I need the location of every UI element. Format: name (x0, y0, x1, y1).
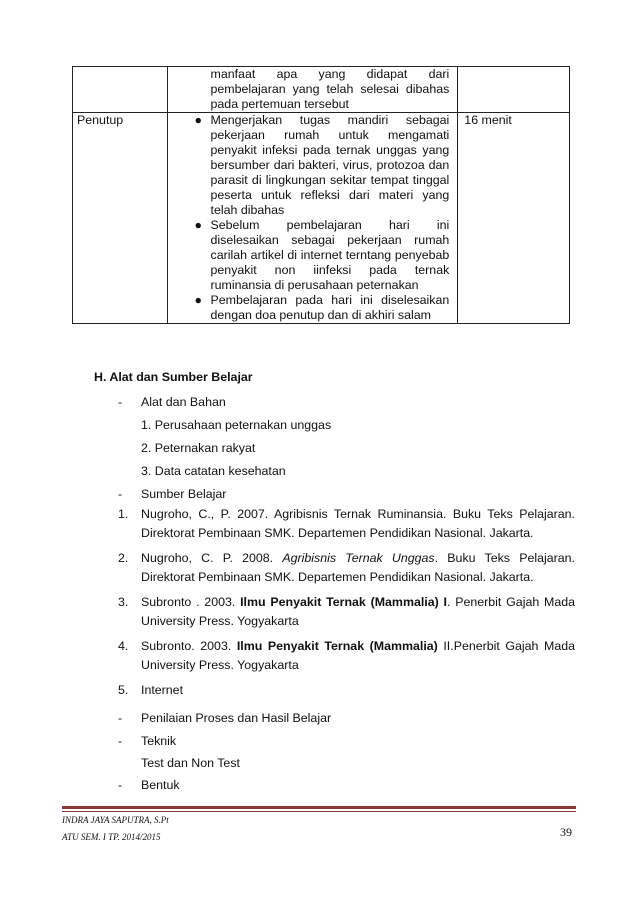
activity-bullet (168, 293, 458, 323)
table-cell-stage (73, 67, 168, 113)
activity-bullet (168, 218, 458, 293)
lesson-activity-table (72, 66, 570, 324)
ref-number: 4. (118, 639, 129, 653)
ref-text: Internet (141, 683, 184, 697)
dash-marker: - (118, 734, 123, 748)
reference-entry (141, 549, 575, 587)
page-number: 39 (560, 825, 572, 839)
ref-text: . Penerbit Gajah Mada University Press. Yogyakarta (141, 595, 576, 628)
section-heading: H. Alat dan Sumber Belajar (94, 370, 253, 384)
ref-title: Agribisnis Ternak Unggas (282, 551, 435, 565)
footer-rule (62, 806, 576, 809)
bullet-icon: ● (194, 113, 202, 127)
ref-text: II.Penerbit Gajah Mada University Press. Yogyakarta (141, 639, 575, 672)
bentuk-label: Bentuk (141, 778, 180, 792)
teknik-value: Test dan Non Test (141, 756, 240, 770)
table-cell-time: 16 menit (458, 113, 570, 324)
ref-title: Ilmu Penyakit Ternak (Mammalia) (236, 639, 438, 653)
reference-entry (141, 637, 575, 675)
reference-entry (141, 681, 575, 700)
alat-item: 2. Peternakan rakyat (141, 441, 256, 455)
dash-marker: - (118, 778, 123, 792)
footer-rule-thin (62, 811, 576, 812)
table-cell-time (458, 67, 570, 113)
dash-marker: - (118, 487, 123, 501)
table-row (73, 67, 570, 113)
sumber-label: Sumber Belajar (141, 487, 227, 501)
text-line: pada pertemuan tersebut (210, 97, 349, 111)
alat-item: 3. Data catatan kesehatan (141, 464, 286, 478)
reference-entry (141, 593, 575, 631)
penilaian-label: Penilaian Proses dan Hasil Belajar (141, 711, 332, 725)
text-line: manfaat apa yang didapat dari (210, 67, 450, 81)
alat-item: 1. Perusahaan peternakan unggas (141, 418, 332, 432)
dash-marker: - (118, 395, 123, 409)
bullet-icon: ● (194, 218, 202, 232)
ref-text: Nugroho, C. P. 2008. (141, 551, 283, 565)
text-line: pembelajaran yang telah selesai dibahas (210, 82, 450, 96)
teknik-label: Teknik (141, 734, 177, 748)
reference-entry (141, 505, 575, 543)
footer-institution: ATU SEM. I TP. 2014/2015 (62, 832, 161, 842)
ref-text: . Buku Teks Pelajaran. Direktorat Pembinaan SMK. Departemen Pendidikan Nasional. Jakarta. (141, 551, 576, 584)
ref-text: Subronto . 2003. (141, 595, 241, 609)
footer-author: INDRA JAYA SAPUTRA, S.Pt (62, 815, 169, 825)
activity-bullet (168, 113, 458, 218)
table-cell-stage: Penutup (73, 113, 168, 324)
ref-number: 2. (118, 551, 129, 565)
alat-label: Alat dan Bahan (141, 395, 226, 409)
table-cell-activity (167, 113, 458, 324)
ref-number: 3. (118, 595, 129, 609)
bullet-icon: ● (194, 293, 202, 307)
bullet-text: Pembelajaran pada hari ini diselesaikan dengan doa penutup dan di akhiri salam (210, 293, 450, 322)
ref-title: Ilmu Penyakit Ternak (Mammalia) I (240, 595, 447, 609)
bullet-text: Mengerjakan tugas mandiri sebagai pekerjaan rumah untuk mengamati penyakit infeksi pada ternak unggas yang bersumber dari bakteri, virus, protozoa dan parasit di lingkungan sekitar tempat tinggal peserta untuk refleksi dari materi yang telah dibahas (210, 113, 450, 217)
bullet-text: Sebelum pembelajaran hari ini diselesaikan sebagai pekerjaan rumah carilah artikel di internet terntang penyebab penyakit non iinfeksi pada ternak ruminansia di perusahaan peternakan (210, 218, 450, 292)
ref-number: 1. (118, 507, 129, 521)
ref-number: 5. (118, 683, 129, 697)
dash-marker: - (118, 711, 123, 725)
ref-text: Subronto. 2003. (141, 639, 237, 653)
activity-continuation (168, 67, 458, 112)
ref-text: Nugroho, C., P. 2007. Agribisnis Ternak Ruminansia. Buku Teks Pelajaran. Direktorat Pembinaan SMK. Departemen Pendidikan Nasional. Jakarta. (141, 507, 575, 540)
table-cell-activity (167, 67, 458, 113)
table-row (73, 113, 570, 324)
